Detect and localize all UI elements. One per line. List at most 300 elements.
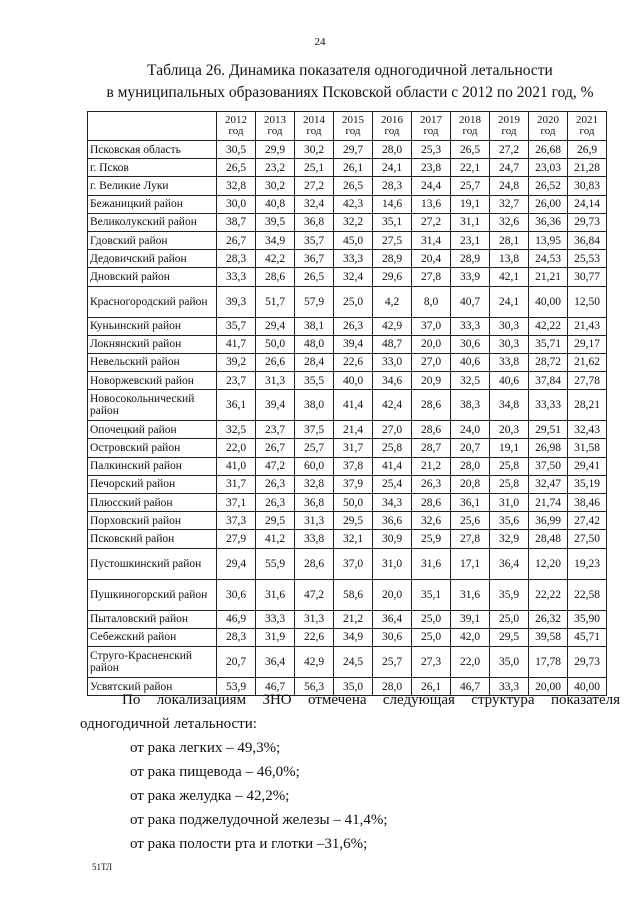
value-cell: 25,7 <box>451 177 490 195</box>
value-cell: 40,00 <box>529 286 568 317</box>
value-cell: 40,6 <box>451 353 490 371</box>
value-cell: 34,9 <box>334 628 373 646</box>
value-cell: 28,3 <box>217 250 256 268</box>
value-cell: 36,36 <box>529 213 568 231</box>
table-row <box>88 213 607 231</box>
header-year: 2017 <box>420 114 442 126</box>
value-cell: 41,4 <box>334 390 373 421</box>
value-cell: 27,3 <box>412 646 451 677</box>
value-cell: 32,1 <box>334 530 373 548</box>
value-cell: 28,0 <box>451 457 490 475</box>
row-name-cell: Псковский район <box>88 530 217 548</box>
value-cell: 38,0 <box>295 390 334 421</box>
table-row <box>88 512 607 530</box>
value-cell: 39,1 <box>451 610 490 628</box>
value-cell: 31,6 <box>256 579 295 610</box>
row-name-cell: Куньинский район <box>88 317 217 335</box>
value-cell: 27,78 <box>568 372 607 390</box>
table-row <box>88 475 607 493</box>
value-cell: 36,1 <box>217 390 256 421</box>
value-cell: 32,5 <box>451 372 490 390</box>
value-cell: 29,5 <box>334 512 373 530</box>
value-cell: 46,7 <box>451 677 490 695</box>
value-cell: 30,83 <box>568 177 607 195</box>
value-cell: 26,5 <box>334 177 373 195</box>
value-cell: 33,33 <box>529 390 568 421</box>
value-cell: 19,1 <box>451 195 490 213</box>
value-cell: 17,78 <box>529 646 568 677</box>
table-row <box>88 317 607 335</box>
value-cell: 27,8 <box>412 268 451 286</box>
table-row <box>88 372 607 390</box>
value-cell: 38,7 <box>217 213 256 231</box>
value-cell: 31,3 <box>295 610 334 628</box>
value-cell: 36,6 <box>373 512 412 530</box>
value-cell: 41,7 <box>217 335 256 353</box>
row-name-cell: Порховский район <box>88 512 217 530</box>
value-cell: 42,3 <box>334 195 373 213</box>
row-name-cell: Гдовский район <box>88 231 217 249</box>
value-cell: 48,0 <box>295 335 334 353</box>
value-cell: 20,8 <box>451 475 490 493</box>
value-cell: 29,5 <box>256 512 295 530</box>
value-cell: 35,7 <box>217 317 256 335</box>
value-cell: 26,7 <box>256 439 295 457</box>
value-cell: 39,4 <box>334 335 373 353</box>
value-cell: 37,1 <box>217 494 256 512</box>
value-cell: 34,8 <box>490 390 529 421</box>
value-cell: 28,9 <box>373 250 412 268</box>
value-cell: 33,9 <box>451 268 490 286</box>
value-cell: 33,3 <box>217 268 256 286</box>
value-cell: 28,6 <box>412 390 451 421</box>
value-cell: 38,46 <box>568 494 607 512</box>
table-row <box>88 177 607 195</box>
value-cell: 42,4 <box>373 390 412 421</box>
value-cell: 40,7 <box>451 286 490 317</box>
header-year: 2015 <box>342 114 364 126</box>
value-cell: 31,6 <box>451 579 490 610</box>
value-cell: 28,7 <box>412 439 451 457</box>
value-cell: 35,0 <box>490 646 529 677</box>
header-unit: год <box>462 125 478 137</box>
value-cell: 32,47 <box>529 475 568 493</box>
value-cell: 28,3 <box>217 628 256 646</box>
value-cell: 19,1 <box>490 439 529 457</box>
value-cell: 36,4 <box>256 646 295 677</box>
list-item: от рака легких – 49,3%; <box>130 740 281 756</box>
value-cell: 31,1 <box>451 213 490 231</box>
footer-code: 51ТЛ <box>92 862 113 872</box>
value-cell: 29,73 <box>568 213 607 231</box>
value-cell: 29,7 <box>334 141 373 159</box>
row-name-cell: г. Великие Луки <box>88 177 217 195</box>
value-cell: 17,1 <box>451 548 490 579</box>
row-name-cell: Невельский район <box>88 353 217 371</box>
value-cell: 14,6 <box>373 195 412 213</box>
row-name-cell: Новоржевский район <box>88 372 217 390</box>
header-year: 2021 <box>576 114 598 126</box>
value-cell: 36,8 <box>295 213 334 231</box>
header-empty-cell <box>88 112 217 141</box>
list-item: от рака поджелудочной железы – 41,4%; <box>130 812 388 828</box>
value-cell: 25,3 <box>412 141 451 159</box>
value-cell: 28,0 <box>373 677 412 695</box>
row-name-cell: Островский район <box>88 439 217 457</box>
table-header-row <box>88 112 607 141</box>
header-year-cell <box>373 112 412 141</box>
header-year: 2014 <box>303 114 325 126</box>
value-cell: 26,98 <box>529 439 568 457</box>
value-cell: 32,5 <box>217 421 256 439</box>
table-row <box>88 390 607 421</box>
value-cell: 29,41 <box>568 457 607 475</box>
value-cell: 21,2 <box>412 457 451 475</box>
value-cell: 13,8 <box>490 250 529 268</box>
value-cell: 25,0 <box>334 286 373 317</box>
table-row <box>88 548 607 579</box>
table-row <box>88 250 607 268</box>
value-cell: 20,0 <box>373 579 412 610</box>
value-cell: 25,0 <box>412 610 451 628</box>
value-cell: 30,6 <box>373 628 412 646</box>
value-cell: 36,8 <box>295 494 334 512</box>
header-unit: год <box>423 125 439 137</box>
value-cell: 33,8 <box>490 353 529 371</box>
value-cell: 24,0 <box>451 421 490 439</box>
value-cell: 28,4 <box>295 353 334 371</box>
row-name-cell: Локнянский район <box>88 335 217 353</box>
value-cell: 27,0 <box>412 353 451 371</box>
value-cell: 36,4 <box>490 548 529 579</box>
value-cell: 30,2 <box>256 177 295 195</box>
value-cell: 28,1 <box>490 231 529 249</box>
value-cell: 29,6 <box>373 268 412 286</box>
value-cell: 26,68 <box>529 141 568 159</box>
value-cell: 31,9 <box>256 628 295 646</box>
value-cell: 60,0 <box>295 457 334 475</box>
value-cell: 32,8 <box>217 177 256 195</box>
value-cell: 30,3 <box>490 317 529 335</box>
value-cell: 19,23 <box>568 548 607 579</box>
value-cell: 31,0 <box>373 548 412 579</box>
value-cell: 37,0 <box>412 317 451 335</box>
table-title-line-1: Таблица 26. Динамика показателя одногодичной летальности <box>147 62 553 79</box>
value-cell: 25,8 <box>490 457 529 475</box>
value-cell: 38,1 <box>295 317 334 335</box>
value-cell: 47,2 <box>256 457 295 475</box>
row-name-cell: Плюсский район <box>88 494 217 512</box>
value-cell: 25,7 <box>295 439 334 457</box>
value-cell: 37,9 <box>334 475 373 493</box>
value-cell: 45,0 <box>334 231 373 249</box>
value-cell: 28,6 <box>256 268 295 286</box>
mortality-table-container <box>87 111 607 696</box>
table-body <box>88 141 607 696</box>
value-cell: 34,9 <box>256 231 295 249</box>
value-cell: 46,9 <box>217 610 256 628</box>
row-name-cell: Пыталовский район <box>88 610 217 628</box>
value-cell: 42,1 <box>490 268 529 286</box>
value-cell: 25,9 <box>412 530 451 548</box>
value-cell: 45,71 <box>568 628 607 646</box>
value-cell: 36,7 <box>295 250 334 268</box>
value-cell: 35,90 <box>568 610 607 628</box>
header-unit: год <box>540 125 556 137</box>
value-cell: 24,8 <box>490 177 529 195</box>
table-row <box>88 610 607 628</box>
value-cell: 38,3 <box>451 390 490 421</box>
value-cell: 50,0 <box>334 494 373 512</box>
header-year-cell <box>412 112 451 141</box>
value-cell: 33,8 <box>295 530 334 548</box>
value-cell: 32,8 <box>295 475 334 493</box>
value-cell: 30,6 <box>451 335 490 353</box>
value-cell: 31,7 <box>334 439 373 457</box>
value-cell: 46,7 <box>256 677 295 695</box>
value-cell: 31,3 <box>295 512 334 530</box>
value-cell: 25,53 <box>568 250 607 268</box>
value-cell: 26,9 <box>568 141 607 159</box>
value-cell: 37,0 <box>334 548 373 579</box>
value-cell: 26,1 <box>334 159 373 177</box>
value-cell: 30,77 <box>568 268 607 286</box>
value-cell: 25,7 <box>373 646 412 677</box>
value-cell: 36,4 <box>373 610 412 628</box>
value-cell: 20,7 <box>217 646 256 677</box>
value-cell: 21,43 <box>568 317 607 335</box>
value-cell: 24,1 <box>490 286 529 317</box>
value-cell: 29,5 <box>490 628 529 646</box>
value-cell: 25,0 <box>490 610 529 628</box>
value-cell: 34,3 <box>373 494 412 512</box>
value-cell: 22,1 <box>451 159 490 177</box>
value-cell: 35,19 <box>568 475 607 493</box>
value-cell: 42,9 <box>295 646 334 677</box>
value-cell: 33,3 <box>256 610 295 628</box>
value-cell: 25,6 <box>451 512 490 530</box>
header-year-cell <box>490 112 529 141</box>
value-cell: 22,6 <box>295 628 334 646</box>
table-row <box>88 195 607 213</box>
value-cell: 35,6 <box>490 512 529 530</box>
value-cell: 42,0 <box>451 628 490 646</box>
value-cell: 23,8 <box>412 159 451 177</box>
table-row <box>88 231 607 249</box>
value-cell: 27,9 <box>217 530 256 548</box>
value-cell: 27,2 <box>490 141 529 159</box>
value-cell: 50,0 <box>256 335 295 353</box>
value-cell: 26,32 <box>529 610 568 628</box>
header-year-cell <box>451 112 490 141</box>
table-row <box>88 268 607 286</box>
localization-list <box>130 736 387 856</box>
header-year-cell <box>295 112 334 141</box>
value-cell: 32,7 <box>490 195 529 213</box>
value-cell: 40,6 <box>490 372 529 390</box>
table-row <box>88 530 607 548</box>
value-cell: 26,00 <box>529 195 568 213</box>
row-name-cell: Великолукский район <box>88 213 217 231</box>
value-cell: 37,3 <box>217 512 256 530</box>
value-cell: 21,4 <box>334 421 373 439</box>
value-cell: 34,6 <box>373 372 412 390</box>
value-cell: 35,0 <box>334 677 373 695</box>
value-cell: 22,0 <box>451 646 490 677</box>
value-cell: 26,3 <box>334 317 373 335</box>
value-cell: 30,9 <box>373 530 412 548</box>
value-cell: 12,50 <box>568 286 607 317</box>
value-cell: 27,0 <box>373 421 412 439</box>
value-cell: 29,73 <box>568 646 607 677</box>
value-cell: 31,4 <box>412 231 451 249</box>
value-cell: 47,2 <box>295 579 334 610</box>
value-cell: 24,5 <box>334 646 373 677</box>
table-row <box>88 579 607 610</box>
value-cell: 20,7 <box>451 439 490 457</box>
row-name-cell: Печорский район <box>88 475 217 493</box>
table-row <box>88 457 607 475</box>
value-cell: 32,4 <box>334 268 373 286</box>
header-year: 2016 <box>381 114 403 126</box>
row-name-cell: Дедовичский район <box>88 250 217 268</box>
row-name-cell: г. Псков <box>88 159 217 177</box>
value-cell: 32,9 <box>490 530 529 548</box>
value-cell: 31,58 <box>568 439 607 457</box>
header-unit: год <box>384 125 400 137</box>
value-cell: 26,1 <box>412 677 451 695</box>
value-cell: 37,50 <box>529 457 568 475</box>
row-name-cell: Пустошкинский район <box>88 548 217 579</box>
value-cell: 39,4 <box>256 390 295 421</box>
body-paragraph: По локализациям ЗНО отмечена следующая структура показателя одногодичной летальности: <box>80 692 620 732</box>
value-cell: 36,99 <box>529 512 568 530</box>
value-cell: 31,0 <box>490 494 529 512</box>
value-cell: 26,6 <box>256 353 295 371</box>
value-cell: 12,20 <box>529 548 568 579</box>
value-cell: 26,5 <box>217 159 256 177</box>
value-cell: 25,8 <box>490 475 529 493</box>
header-unit: год <box>579 125 595 137</box>
value-cell: 20,4 <box>412 250 451 268</box>
header-year-cell <box>256 112 295 141</box>
value-cell: 4,2 <box>373 286 412 317</box>
header-year-cell <box>529 112 568 141</box>
row-name-cell: Дновский район <box>88 268 217 286</box>
value-cell: 30,3 <box>490 335 529 353</box>
value-cell: 42,9 <box>373 317 412 335</box>
header-year: 2020 <box>537 114 559 126</box>
value-cell: 29,4 <box>256 317 295 335</box>
table-title-line-2: в муниципальных образованиях Псковской области с 2012 по 2021 год, % <box>106 84 594 101</box>
value-cell: 28,21 <box>568 390 607 421</box>
value-cell: 37,5 <box>295 421 334 439</box>
value-cell: 41,2 <box>256 530 295 548</box>
value-cell: 27,2 <box>412 213 451 231</box>
value-cell: 26,7 <box>217 231 256 249</box>
row-name-cell: Себежский район <box>88 628 217 646</box>
header-year: 2012 <box>225 114 247 126</box>
value-cell: 26,3 <box>256 494 295 512</box>
value-cell: 13,95 <box>529 231 568 249</box>
table-row <box>88 141 607 159</box>
value-cell: 29,9 <box>256 141 295 159</box>
value-cell: 53,9 <box>217 677 256 695</box>
value-cell: 27,50 <box>568 530 607 548</box>
value-cell: 36,1 <box>451 494 490 512</box>
value-cell: 22,0 <box>217 439 256 457</box>
table-row <box>88 335 607 353</box>
table-row <box>88 286 607 317</box>
value-cell: 32,6 <box>412 512 451 530</box>
value-cell: 30,0 <box>217 195 256 213</box>
value-cell: 21,74 <box>529 494 568 512</box>
value-cell: 28,3 <box>373 177 412 195</box>
value-cell: 51,7 <box>256 286 295 317</box>
value-cell: 30,2 <box>295 141 334 159</box>
value-cell: 25,8 <box>373 439 412 457</box>
value-cell: 30,6 <box>217 579 256 610</box>
value-cell: 31,6 <box>412 548 451 579</box>
header-year-cell <box>568 112 607 141</box>
value-cell: 32,6 <box>490 213 529 231</box>
value-cell: 8,0 <box>412 286 451 317</box>
value-cell: 39,58 <box>529 628 568 646</box>
value-cell: 40,8 <box>256 195 295 213</box>
value-cell: 33,0 <box>373 353 412 371</box>
value-cell: 13,6 <box>412 195 451 213</box>
value-cell: 27,42 <box>568 512 607 530</box>
value-cell: 26,3 <box>256 475 295 493</box>
row-name-cell: Новосокольнический район <box>88 390 217 421</box>
header-year: 2019 <box>498 114 520 126</box>
value-cell: 22,58 <box>568 579 607 610</box>
value-cell: 24,1 <box>373 159 412 177</box>
page-number: 24 <box>314 36 326 48</box>
value-cell: 30,5 <box>217 141 256 159</box>
value-cell: 20,9 <box>412 372 451 390</box>
value-cell: 58,6 <box>334 579 373 610</box>
value-cell: 22,6 <box>334 353 373 371</box>
row-name-cell: Опочецкий район <box>88 421 217 439</box>
row-name-cell: Палкинский район <box>88 457 217 475</box>
value-cell: 23,7 <box>217 372 256 390</box>
value-cell: 21,28 <box>568 159 607 177</box>
list-item: от рака желудка – 42,2%; <box>130 788 290 804</box>
table-row <box>88 646 607 677</box>
value-cell: 35,71 <box>529 335 568 353</box>
value-cell: 33,3 <box>334 250 373 268</box>
value-cell: 32,43 <box>568 421 607 439</box>
table-row <box>88 439 607 457</box>
header-year-cell <box>217 112 256 141</box>
value-cell: 25,0 <box>412 628 451 646</box>
value-cell: 35,7 <box>295 231 334 249</box>
value-cell: 41,0 <box>217 457 256 475</box>
value-cell: 36,84 <box>568 231 607 249</box>
value-cell: 28,48 <box>529 530 568 548</box>
value-cell: 26,3 <box>412 475 451 493</box>
row-name-cell: Красногородский район <box>88 286 217 317</box>
value-cell: 29,4 <box>217 548 256 579</box>
value-cell: 26,5 <box>451 141 490 159</box>
value-cell: 23,1 <box>451 231 490 249</box>
value-cell: 42,22 <box>529 317 568 335</box>
header-unit: год <box>501 125 517 137</box>
list-item: от рака полости рта и глотки –31,6%; <box>130 836 368 852</box>
value-cell: 31,7 <box>217 475 256 493</box>
value-cell: 24,14 <box>568 195 607 213</box>
